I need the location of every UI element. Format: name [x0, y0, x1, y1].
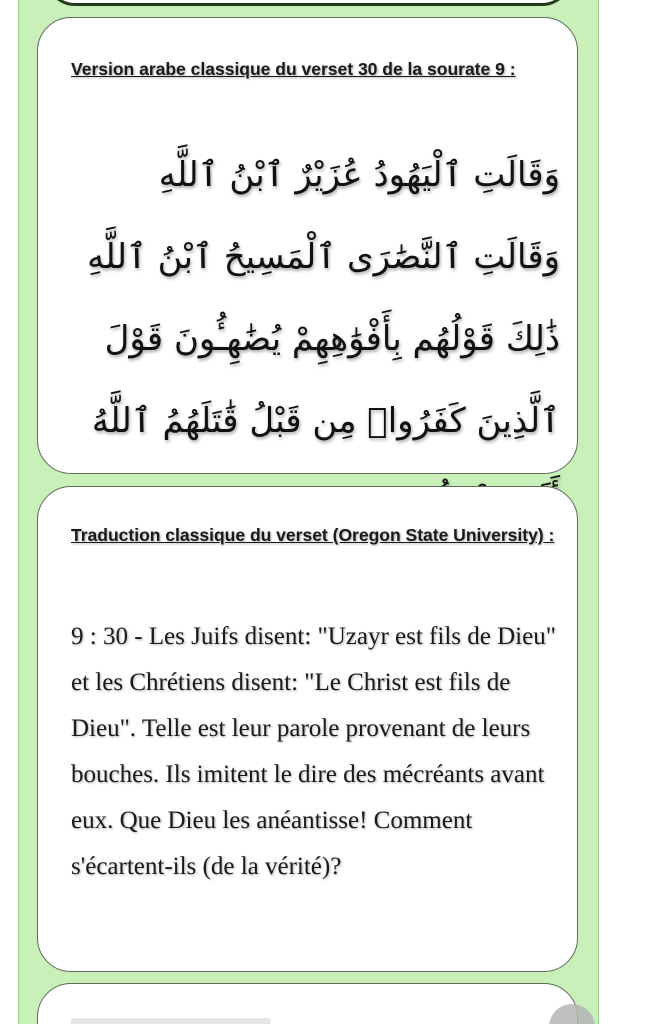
arabic-verse-heading: Version arabe classique du verset 30 de la sourate 9 : [71, 59, 516, 79]
translation-text: 9 : 30 - Les Juifs disent: "Uzayr est fils de Dieu" et les Chrétiens disent: "Le Christ est fils de Dieu". Telle est leur parole provenant de leurs bouches. Ils imitent le dire des mécréants avant eux. Que Dieu les anéantisse! Comment s'écartent-ils (de la vérité)? [71, 623, 556, 880]
next-card [37, 983, 578, 1024]
arabic-verse-card [37, 17, 578, 474]
next-card-heading-placeholder [71, 1018, 271, 1024]
translation-card [37, 486, 578, 972]
translation-heading: Traduction classique du verset (Oregon State University) : [71, 525, 555, 545]
arabic-verse-text: وَقَالَتِ ٱلْيَهُودُ عُزَيْرٌ ٱبْنُ ٱللَّهِ وَقَالَتِ ٱلنَّصَٰرَى ٱلْمَسِيحُ ٱبْنُ ٱللَّهِ ذَٰلِكَ قَوْلُهُم بِأَفْوَٰهِهِمْ يُضَٰهِـُٔونَ قَوْلَ ٱلَّذِينَ كَفَرُوا۟ مِن قَبْلُ قَٰتَلَهُمُ ٱللَّهُ [87, 155, 560, 441]
previous-card-edge [45, 0, 572, 6]
